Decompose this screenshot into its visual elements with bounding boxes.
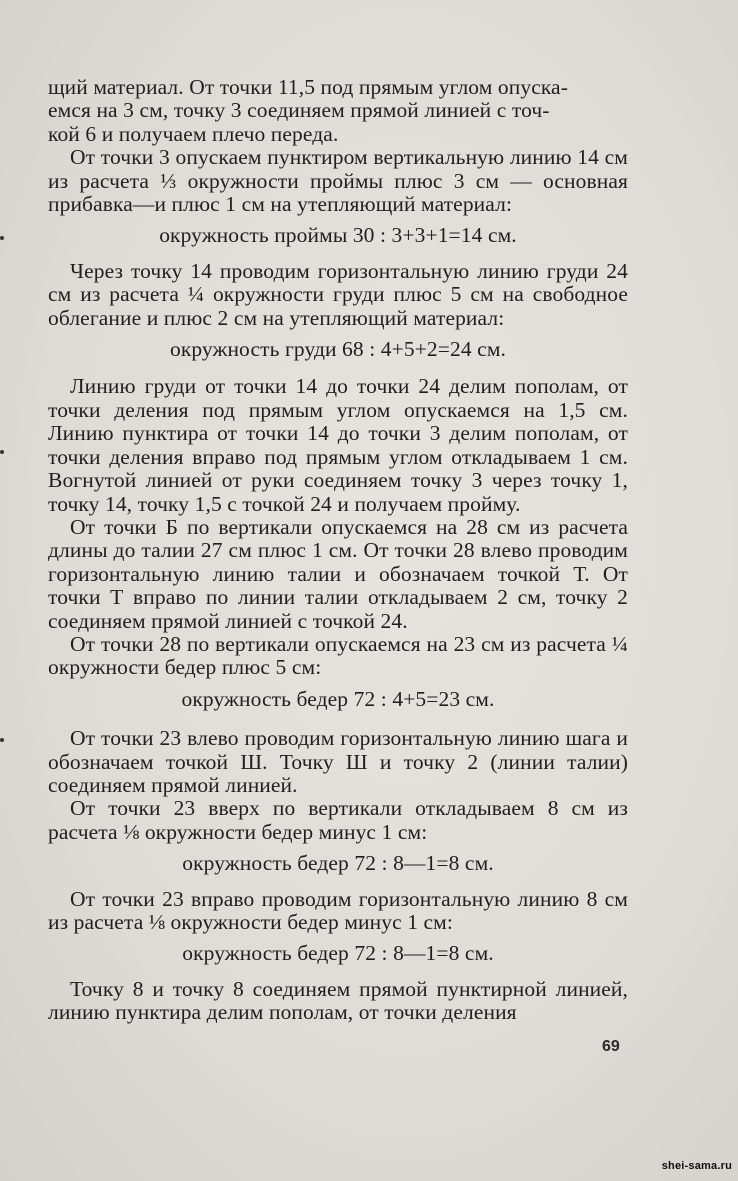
paragraph: Через точку 14 проводим горизонтальную линию груди 24 см из расчета ¼ окружности груди плюс 5 см на свободное облегание и плюс 2 см на утепляющий материал: (48, 258, 628, 330)
paragraph: От точки 3 опускаем пунктиром вертикальную линию 14 см из расчета ⅓ окружности проймы плюс 3 см — основная прибавка—и плюс 1 см на утепляющий материал: (48, 145, 628, 217)
paragraph-line: емся на 3 см, точку 3 соединяем прямой линией с точ- (48, 98, 550, 123)
formula: окружность проймы 30 : 3+3+1=14 см. (159, 223, 517, 248)
paragraph-line: кой 6 и получаем плечо переда. (48, 121, 339, 146)
paragraph: От точки 23 вправо проводим горизонтальную линию 8 см из расчета ⅛ окружности бедер минус 1 см: (48, 886, 628, 934)
paragraph: Линию груди от точки 14 до точки 24 делим пополам, от точки деления под прямым углом опускаемся на 1,5 см. Линию пунктира от точки 14 до точки 3 делим пополам, от точки деления вправо под прямым углом откладываем 1 см. Вогнутой линией от руки соединяем точку 3 через точку 1, точку 14, точку 1,5 с точкой 24 и получаем пройму. (48, 374, 628, 516)
paragraph: От точки 23 вверх по вертикали откладываем 8 см из расчета ⅛ окружности бедер минус 1 см: (48, 796, 628, 844)
formula: окружность бедер 72 : 8—1=8 см. (182, 851, 494, 876)
paragraph: Точку 8 и точку 8 соединяем прямой пунктирной линией, линию пунктира делим пополам, от точки деления (48, 976, 628, 1025)
formula: окружность бедер 72 : 8—1=8 см. (182, 941, 494, 966)
paragraph: От точки Б по вертикали опускаемся на 28 см из расчета длины до талии 27 см плюс 1 см. От точки 28 влево проводим горизонтальную линию талии и обозначаем точкой Т. От точки Т вправо по линии талии откладываем 2 см, точку 2 соединяем прямой линией с точкой 24. (48, 514, 628, 633)
formula: окружность груди 68 : 4+5+2=24 см. (169, 337, 507, 362)
paragraph: От точки 28 по вертикали опускаемся на 23 см из расчета ¼ окружности бедер плюс 5 см: (48, 631, 628, 680)
scan-edge-mark (0, 236, 4, 240)
paragraph: От точки 23 влево проводим горизонтальную линию шага и обозначаем точкой Ш. Точку Ш и точку 2 (линии талии) соединяем прямой линией. (48, 726, 628, 797)
formula: окружность бедер 72 : 4+5=23 см. (181, 686, 495, 711)
paragraph-line: щий материал. От точки 11,5 под прямым углом опуска- (48, 75, 568, 99)
page-text (48, 76, 628, 1025)
scan-edge-mark (0, 738, 4, 742)
page-number: 69 (602, 1038, 620, 1055)
scan-edge-mark (0, 450, 4, 454)
watermark: shei-sama.ru (661, 1160, 732, 1172)
